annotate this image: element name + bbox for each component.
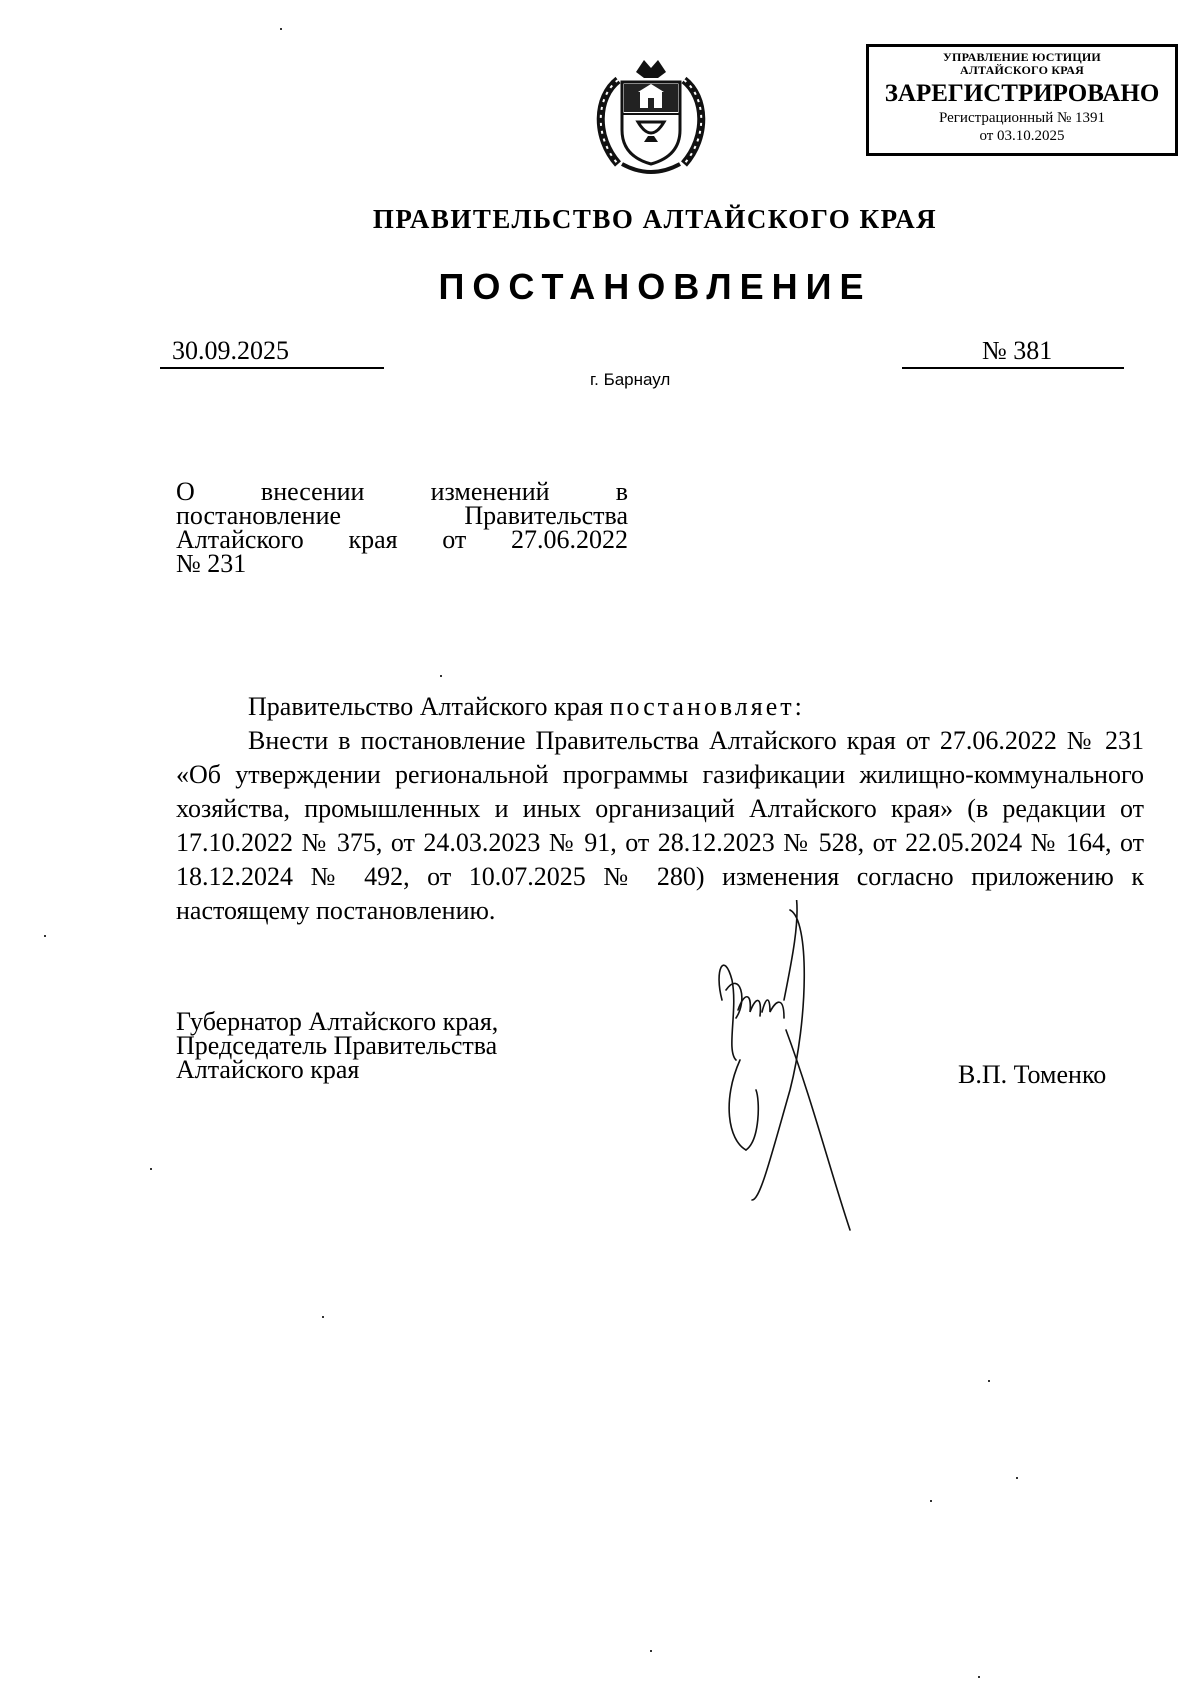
scan-speck xyxy=(322,1316,324,1318)
scan-speck xyxy=(1016,1477,1018,1479)
scan-speck xyxy=(150,1168,152,1170)
intro-verb: постановляет xyxy=(609,692,795,721)
scan-speck xyxy=(44,935,46,937)
scan-speck xyxy=(280,28,282,30)
stamp-reg-date: от 03.10.2025 xyxy=(979,128,1065,144)
signer-position-line-2: Председатель Правительства xyxy=(176,1031,498,1060)
handwritten-signature-icon xyxy=(700,900,900,1330)
coat-of-arms-icon xyxy=(588,52,714,182)
stamp-authority-line1: УПРАВЛЕНИЕ ЮСТИЦИИ xyxy=(943,50,1101,64)
document-type: ПОСТАНОВЛЕНИЕ xyxy=(438,266,872,307)
document-subject xyxy=(176,477,628,578)
scan-speck xyxy=(440,675,442,677)
signer-name: В.П. Томенко xyxy=(958,1060,1107,1089)
stamp-status: ЗАРЕГИСТРИРОВАНО xyxy=(884,80,1160,107)
document-city: г. Барнаул xyxy=(590,370,671,389)
subject-line-2: постановление Правительства xyxy=(176,501,628,530)
signer-position-line-1: Губернатор Алтайского края, xyxy=(176,1007,499,1036)
signer-position-line-3: Алтайского края xyxy=(176,1055,360,1084)
subject-line-1: О внесении изменений в xyxy=(176,477,628,506)
signer-position xyxy=(176,1007,499,1084)
stamp-reg-number: Регистрационный № 1391 xyxy=(938,110,1106,126)
scan-speck xyxy=(930,1500,932,1502)
organization-title: ПРАВИТЕЛЬСТВО АЛТАЙСКОГО КРАЯ xyxy=(372,204,938,234)
stamp-authority-line2: АЛТАЙСКОГО КРАЯ xyxy=(960,63,1084,77)
document-body xyxy=(176,690,1144,928)
intro-paragraph xyxy=(176,690,1144,724)
document-date: 30.09.2025 xyxy=(160,335,384,369)
intro-prefix: Правительство Алтайского края xyxy=(248,692,610,721)
scan-speck xyxy=(978,1676,980,1678)
intro-suffix: : xyxy=(794,692,802,721)
main-paragraph: Внести в постановление Правительства Алтайского края от 27.06.2022 № 231 «Об утверждении региональной программы газификации жилищно-коммунального хозяйства, промышленных и иных организаций Алтайского края» (в редакции от 17.10.2022 № 375, от 24.03.2023 № 91, от 28.12.2023 № 528, от 22.05.2024 № 164, от 18.12.2024 № 492, от 10.07.2025 № 280) изменения согласно приложению к настоящему постановлению. xyxy=(176,726,1144,925)
scan-speck xyxy=(988,1380,990,1382)
scan-speck xyxy=(650,1650,652,1652)
subject-line-4: № 231 xyxy=(176,549,247,578)
subject-line-3: Алтайского края от 27.06.2022 xyxy=(176,525,628,554)
registration-stamp xyxy=(866,44,1178,156)
document-number: № 381 xyxy=(902,335,1124,369)
